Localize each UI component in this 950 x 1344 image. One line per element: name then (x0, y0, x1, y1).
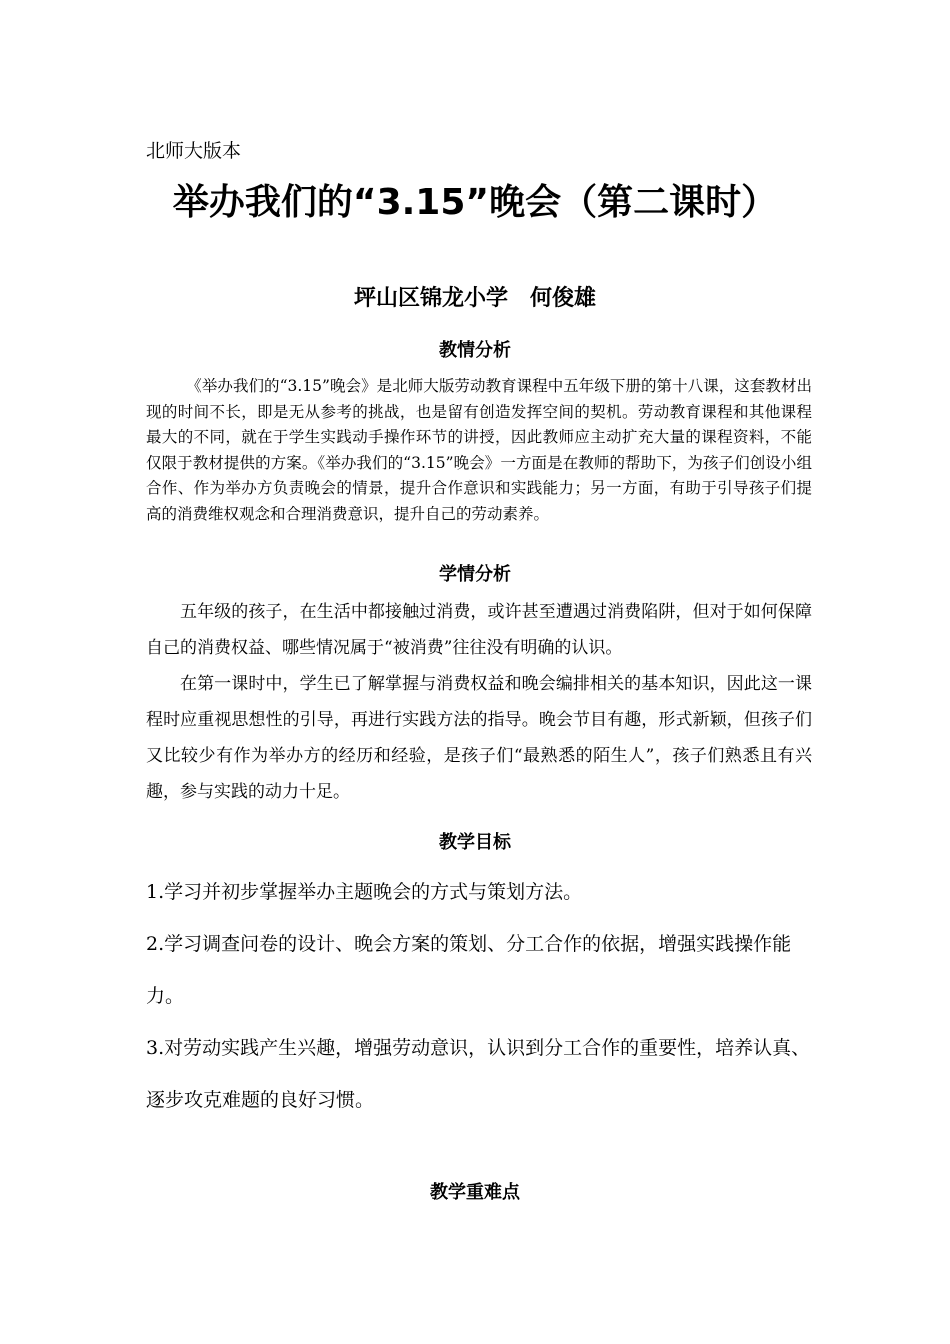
heading-key-points: 教学重难点 (430, 1182, 520, 1203)
heading-learning-analysis: 学情分析 (439, 564, 511, 585)
goal-item-3: 3.对劳动实践产生兴趣，增强劳动意识，认识到分工合作的重要性，培养认真、逐步攻克难题的良好习惯。 (146, 1037, 811, 1111)
learning-analysis-paragraph-2: 在第一课时中，学生已了解掌握与消费权益和晚会编排相关的基本知识，因此这一课程时应重视思想性的引导，再进行实践方法的指导。晚会节目有趣，形式新颖，但孩子们又比较少有作为举办方的经历和经验，是孩子们“最熟悉的陌生人”，孩子们熟悉且有兴趣，参与实践的动力十足。 (146, 674, 812, 802)
heading-teaching-goals: 教学目标 (439, 832, 511, 853)
document-title: 举办我们的“3.15”晚会（第二课时） (172, 182, 778, 223)
learning-analysis-paragraph-1: 五年级的孩子，在生活中都接触过消费，或许甚至遭遇过消费陷阱，但对于如何保障自己的消费权益、哪些情况属于“被消费”往往没有明确的认识。 (146, 602, 812, 658)
teaching-analysis-paragraph: 《举办我们的“3.15”晚会》是北师大版劳动教育课程中五年级下册的第十八课，这套教材出现的时间不长，即是无从参考的挑战，也是留有创造发挥空间的契机。劳动教育课程和其他课程最大的不同，就在于学生实践动手操作环节的讲授，因此教师应主动扩充大量的课程资料，不能仅限于教材提供的方案。《举办我们的“3.15”晚会》一方面是在教师的帮助下，为孩子们创设小组合作、作为举办方负责晚会的情景，提升合作意识和实践能力；另一方面，有助于引导孩子们提高的消费维权观念和合理消费意识，提升自己的劳动素养。 (146, 377, 812, 523)
goal-item-2: 2.学习调查问卷的设计、晚会方案的策划、分工合作的依据，增强实践操作能力。 (146, 933, 792, 1007)
edition-label: 北师大版本 (146, 140, 242, 162)
goal-item-1: 1.学习并初步掌握举办主题晚会的方式与策划方法。 (146, 881, 583, 903)
heading-teaching-analysis: 教情分析 (439, 340, 511, 361)
author-line: 坪山区锦龙小学 何俊雄 (353, 286, 596, 311)
